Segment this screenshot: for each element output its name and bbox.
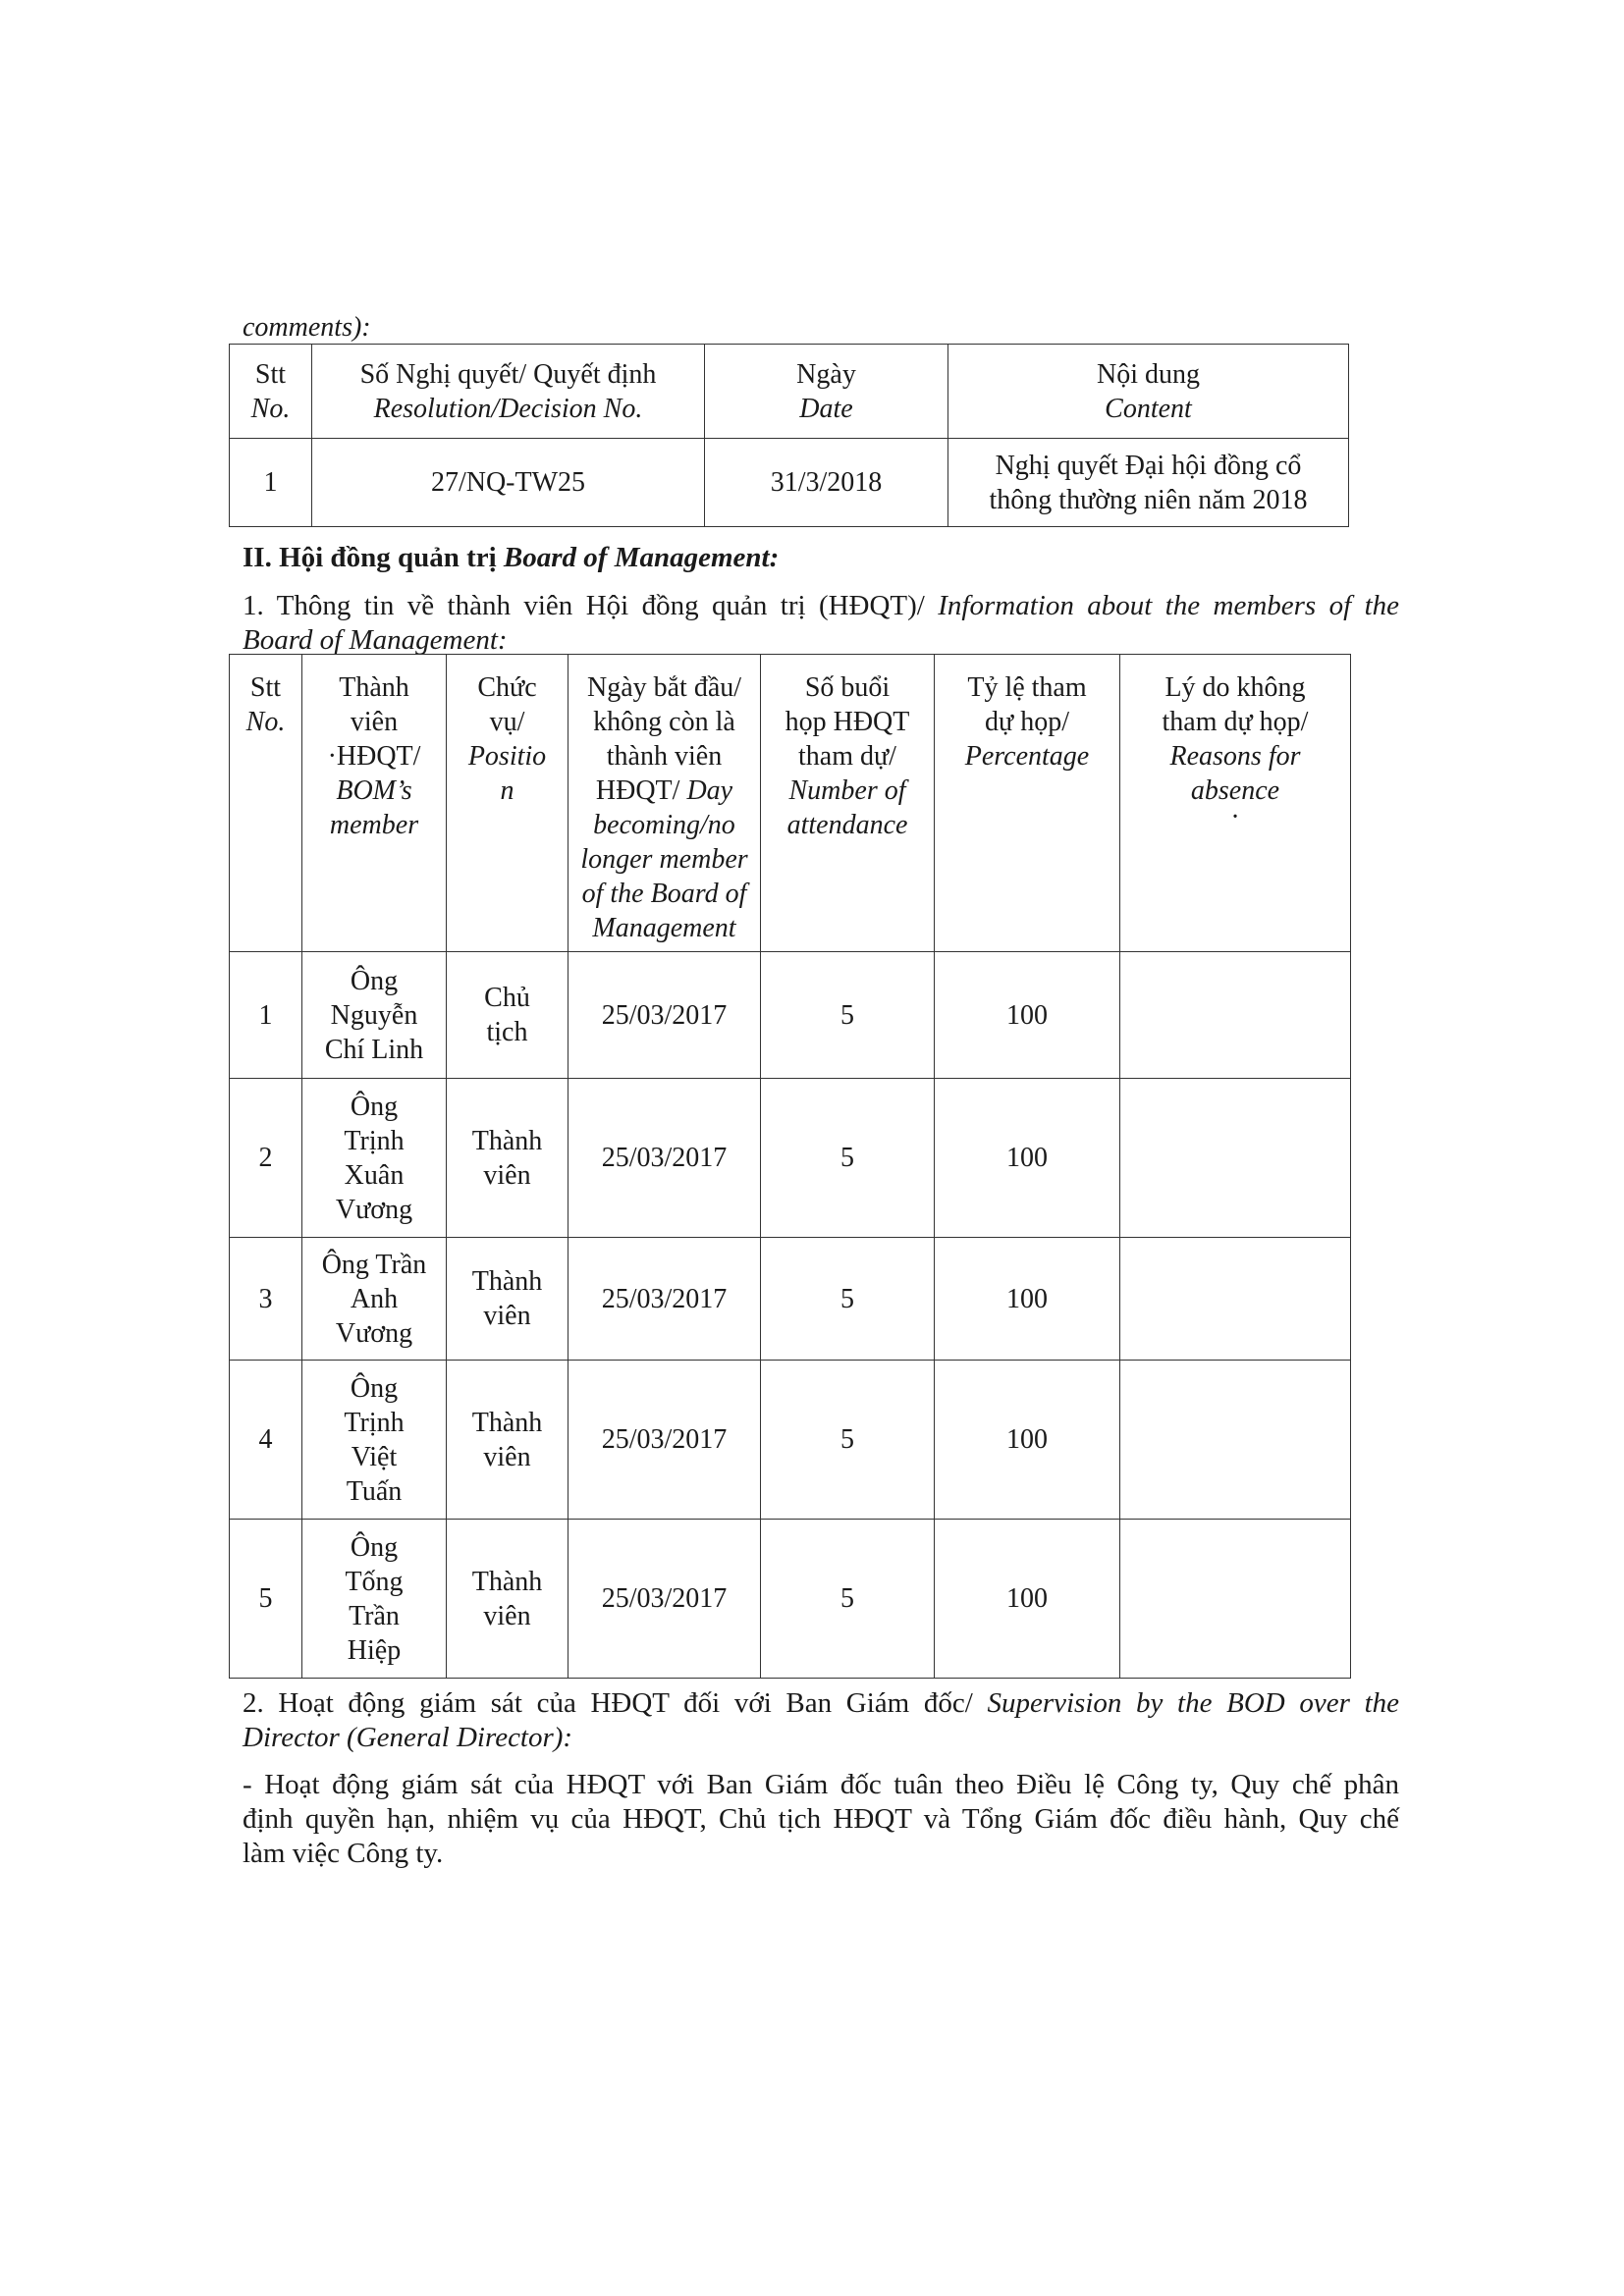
- cell-member-name: Ông Tống Trần Hiệp: [302, 1520, 447, 1679]
- header-member: Thành viên ·HĐQT/ BOM’s member: [302, 655, 447, 952]
- cell-member-name: Ông Trịnh Việt Tuấn: [302, 1361, 447, 1520]
- cell-attendance-rate: 100: [935, 1079, 1120, 1238]
- cell-absence-reason: [1120, 1520, 1351, 1679]
- table-row: [230, 1079, 1351, 1238]
- header-absence-reason: Lý do không tham dự họp/ Reasons for absence ·: [1120, 655, 1351, 952]
- cell-no: 1: [230, 952, 302, 1079]
- section-heading: II. Hội đồng quản trị Board of Management:: [243, 542, 780, 573]
- cell-position: Thành viên: [447, 1361, 568, 1520]
- cell-date: 25/03/2017: [568, 1361, 761, 1520]
- cell-resolution-number: 27/NQ-TW25: [312, 439, 705, 527]
- table-row: [230, 1520, 1351, 1679]
- cell-attendance-rate: 100: [935, 1520, 1120, 1679]
- cell-meetings: 5: [761, 1238, 935, 1361]
- cell-no: 3: [230, 1238, 302, 1361]
- cell-date: 25/03/2017: [568, 1079, 761, 1238]
- header-no: Stt No.: [230, 345, 312, 439]
- cell-date: 25/03/2017: [568, 952, 761, 1079]
- table-row: [230, 439, 1349, 527]
- supervision-body: - Hoạt động giám sát của HĐQT với Ban Giám đốc tuân theo Điều lệ Công ty, Quy chế phân định quyền hạn, nhiệm vụ của HĐQT, Chủ tịch HĐQT và Tổng Giám đốc điều hành, Quy chế làm việc Công ty.: [243, 1769, 1399, 1869]
- item1-paragraph: 1. Thông tin về thành viên Hội đồng quản trị (HĐQT)/ Information about the members of the Board of Management:: [243, 590, 1400, 656]
- cell-content: Nghị quyết Đại hội đồng cổ thông thường niên năm 2018: [948, 439, 1349, 527]
- cell-member-name: Ông Trần Anh Vương: [302, 1238, 447, 1361]
- cell-date: 25/03/2017: [568, 1520, 761, 1679]
- header-position: Chức vụ/ Positio n: [447, 655, 568, 952]
- header-meetings: Số buổi họp HĐQT tham dự/ Number of attendance: [761, 655, 935, 952]
- table-row: [230, 1361, 1351, 1520]
- table-row: [230, 1238, 1351, 1361]
- cell-date: 31/3/2018: [705, 439, 948, 527]
- cell-attendance-rate: 100: [935, 1361, 1120, 1520]
- header-resolution-number: Số Nghị quyết/ Quyết định Resolution/Decision No.: [312, 345, 705, 439]
- cell-attendance-rate: 100: [935, 952, 1120, 1079]
- item2-paragraph: 2. Hoạt động giám sát của HĐQT đối với Ban Giám đốc/ Supervision by the BOD over the Director (General Director):: [243, 1687, 1400, 1753]
- cell-position: Thành viên: [447, 1238, 568, 1361]
- cell-no: 5: [230, 1520, 302, 1679]
- cell-member-name: Ông Nguyễn Chí Linh: [302, 952, 447, 1079]
- resolution-header-row: [230, 345, 1349, 439]
- cell-meetings: 5: [761, 1361, 935, 1520]
- table-row: [230, 952, 1351, 1079]
- members-header-row: [230, 655, 1351, 952]
- resolution-table: [229, 344, 1349, 527]
- cell-meetings: 5: [761, 1520, 935, 1679]
- header-date: Ngày bắt đầu/ không còn là thành viên HĐQT/ Day becoming/no longer member of the Board of Management: [568, 655, 761, 952]
- cell-absence-reason: [1120, 1238, 1351, 1361]
- members-table: [229, 654, 1351, 1679]
- cell-no: 4: [230, 1361, 302, 1520]
- cell-absence-reason: [1120, 952, 1351, 1079]
- cell-meetings: 5: [761, 952, 935, 1079]
- cell-absence-reason: [1120, 1361, 1351, 1520]
- cell-absence-reason: [1120, 1079, 1351, 1238]
- header-content: Nội dung Content: [948, 345, 1349, 439]
- cell-attendance-rate: 100: [935, 1238, 1120, 1361]
- cell-position: Thành viên: [447, 1079, 568, 1238]
- cell-no: 2: [230, 1079, 302, 1238]
- cell-date: 25/03/2017: [568, 1238, 761, 1361]
- header-attendance-rate: Tỷ lệ tham dự họp/ Percentage: [935, 655, 1120, 952]
- continued-fragment: comments):: [243, 312, 371, 343]
- cell-position: Chủ tịch: [447, 952, 568, 1079]
- header-no: Stt No.: [230, 655, 302, 952]
- cell-position: Thành viên: [447, 1520, 568, 1679]
- cell-member-name: Ông Trịnh Xuân Vương: [302, 1079, 447, 1238]
- cell-no: 1: [230, 439, 312, 527]
- header-date: Ngày Date: [705, 345, 948, 439]
- cell-meetings: 5: [761, 1079, 935, 1238]
